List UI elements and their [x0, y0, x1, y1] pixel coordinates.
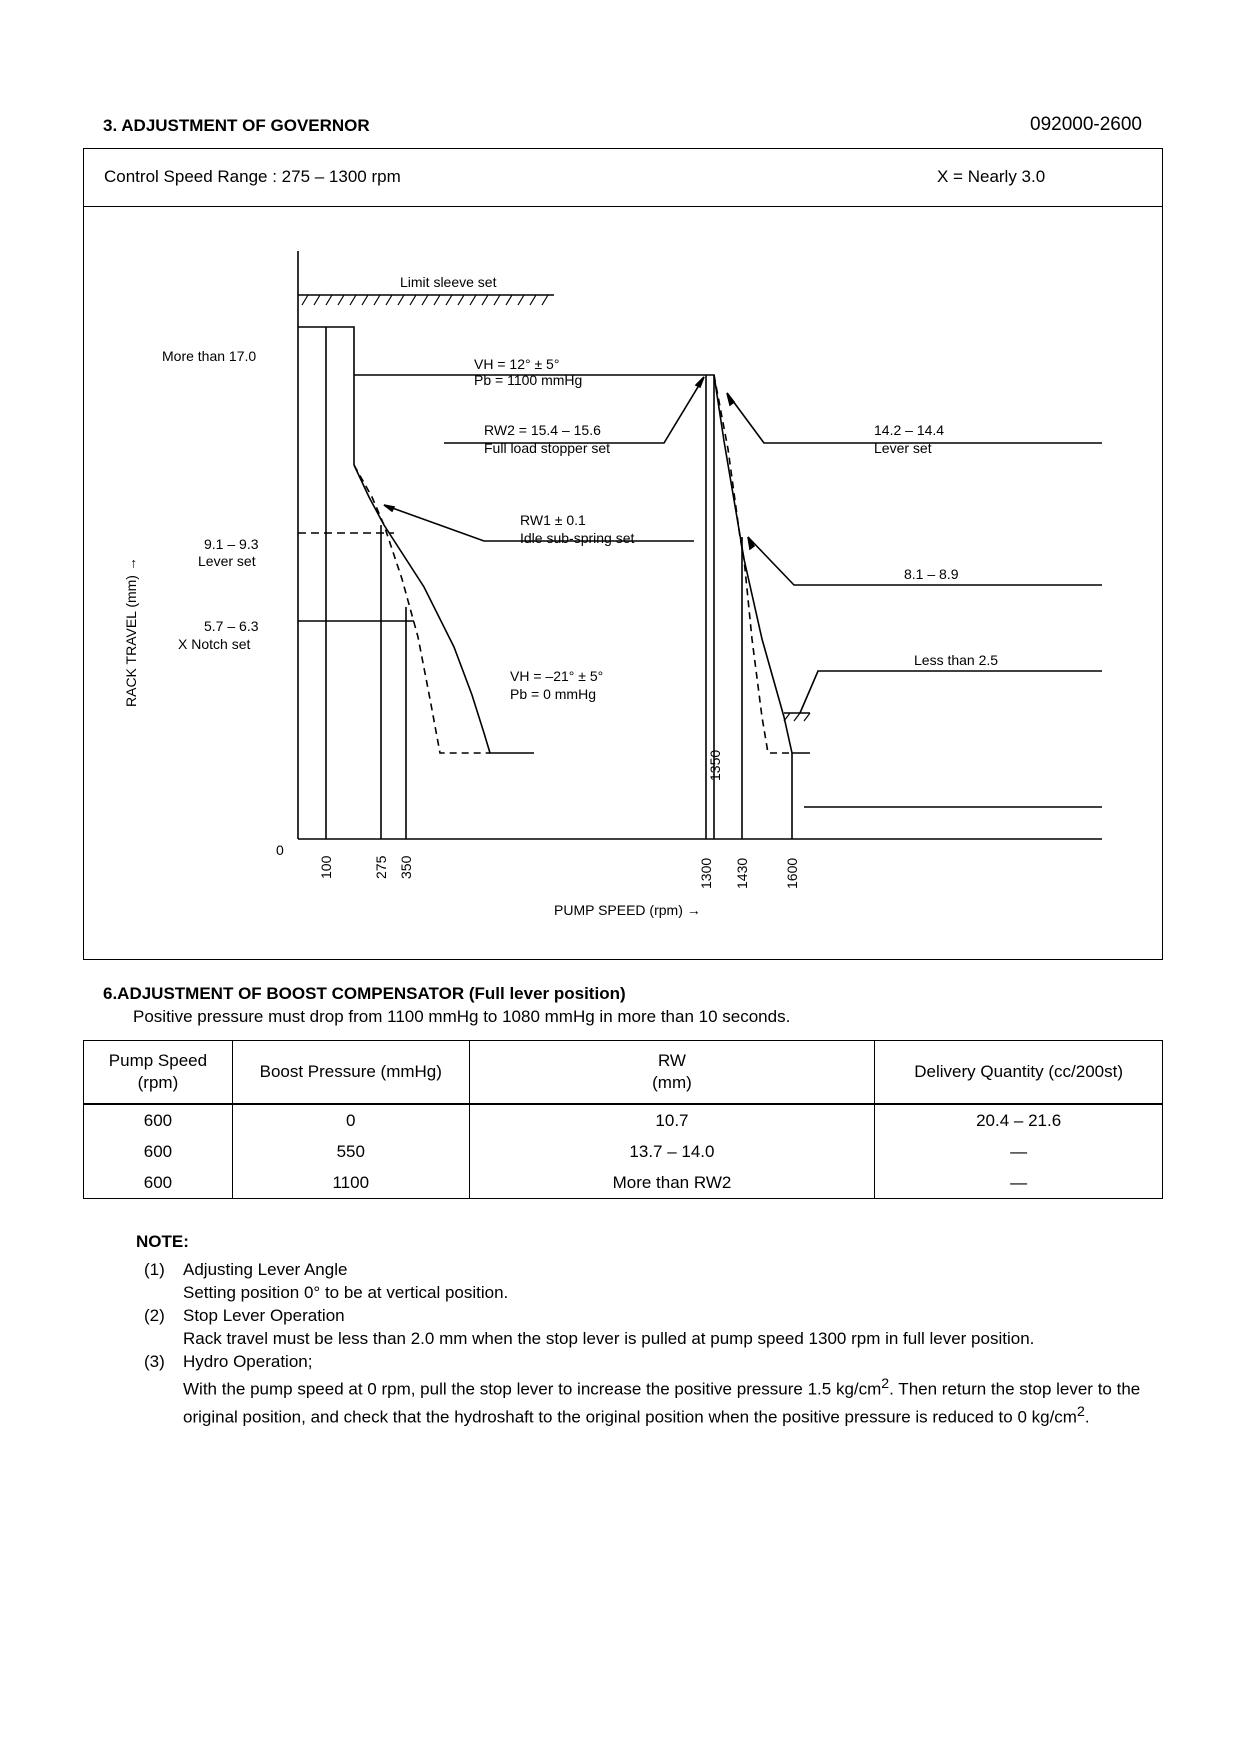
high-speed-curve-dashed: [714, 375, 792, 753]
table-row: [84, 1167, 1163, 1199]
more-than-17-label: More than 17.0: [162, 348, 257, 364]
note-item: (2) Stop Lever Operation Rack travel must be less than 2.0 mm when the stop lever is pulled at pump speed 1300 rpm in full lever position.: [144, 1306, 1035, 1348]
tick-label-1430: 1430: [734, 857, 750, 889]
table-cell: 13.7 – 14.0: [469, 1136, 875, 1167]
y-axis-title: RACK TRAVEL (mm) →: [123, 557, 139, 707]
table-cell: 600: [84, 1167, 233, 1199]
lever14-set-label: Lever set: [874, 440, 932, 456]
x-axis-title: PUMP SPEED (rpm) →: [554, 902, 701, 918]
pb-1100-label: Pb = 1100 mmHg: [474, 372, 583, 388]
table-cell: More than RW2: [469, 1167, 875, 1199]
tick-label-350: 350: [398, 855, 414, 879]
lever14-range-label: 14.2 – 14.4: [874, 422, 945, 438]
table-row: [84, 1136, 1163, 1167]
notch-set-label: X Notch set: [178, 636, 251, 652]
lever9-range-label: 9.1 – 9.3: [204, 536, 259, 552]
document-number: 092000-2600: [1030, 114, 1142, 135]
col-delivery-quantity: Delivery Quantity (cc/200st): [875, 1041, 1163, 1105]
governor-header: [84, 149, 1162, 207]
tick-label-1300: 1300: [698, 857, 714, 889]
rw1-label: RW1 ± 0.1: [520, 512, 586, 528]
full-load-label: Full load stopper set: [484, 440, 611, 456]
col-boost-pressure: Boost Pressure (mmHg): [232, 1041, 469, 1105]
vh-positive-label: VH = 12° ± 5°: [474, 356, 560, 372]
table-cell: 20.4 – 21.6: [875, 1104, 1163, 1136]
table-cell: 600: [84, 1136, 233, 1167]
note-item: (3) Hydro Operation; With the pump speed at 0 rpm, pull the stop lever to increase the positive pressure 1.5 $kg/cm^2$. Then return the stop lever to the original position, and check that the hydroshaft to the original position when the positive pressure is reduced to 0 $kg/cm^2$.: [144, 1352, 1141, 1427]
control-speed-range: Control Speed Range : 275 – 1300 rpm: [104, 167, 401, 186]
table-cell: 10.7: [469, 1104, 875, 1136]
note-item: (1) Adjusting Lever Angle Setting position 0° to be at vertical position.: [144, 1260, 509, 1302]
limit-sleeve-label: Limit sleeve set: [400, 274, 497, 290]
table-header-row: [84, 1041, 1163, 1105]
col-rw: RW (mm): [469, 1041, 875, 1105]
table-cell: 600: [84, 1104, 233, 1136]
origin-label: 0: [276, 842, 284, 858]
table-cell: —: [875, 1136, 1163, 1167]
high-speed-curve-solid: [706, 375, 810, 753]
range8-label: 8.1 – 8.9: [904, 566, 959, 582]
boost-section: [103, 984, 790, 1027]
rw2-label: RW2 = 15.4 – 15.6: [484, 422, 601, 438]
notes-section: [136, 1232, 1166, 1428]
table-cell: —: [875, 1167, 1163, 1199]
governor-chart: [84, 207, 1161, 957]
boost-title: 6.ADJUSTMENT OF BOOST COMPENSATOR (Full lever position): [103, 984, 626, 1003]
col-pump-speed: Pump Speed (rpm): [84, 1041, 233, 1105]
idle-sub-label: Idle sub-spring set: [520, 530, 635, 546]
notch-range-label: 5.7 – 6.3: [204, 618, 259, 634]
boost-subtitle: Positive pressure must drop from 1100 mmHg to 1080 mmHg in more than 10 seconds.: [133, 1007, 791, 1026]
tick-label-275: 275: [373, 855, 389, 879]
tick-label-100: 100: [318, 855, 334, 879]
less-than-leader: [800, 671, 1102, 713]
tick-label-1350: 1350: [707, 749, 723, 781]
notes-title: NOTE:: [136, 1232, 189, 1251]
limit-sleeve-hatch: [302, 295, 548, 305]
less-than-label: Less than 2.5: [914, 652, 999, 668]
vh-negative-label: VH = –21° ± 5°: [510, 668, 604, 684]
table-row: [84, 1104, 1163, 1136]
x-value: X = Nearly 3.0: [937, 167, 1046, 186]
table-cell: 550: [232, 1136, 469, 1167]
table-cell: 0: [232, 1104, 469, 1136]
boost-table: [83, 1040, 1163, 1199]
governor-panel: [83, 148, 1163, 960]
section-title: 3. ADJUSTMENT OF GOVERNOR: [103, 116, 370, 135]
pb-0-label: Pb = 0 mmHg: [510, 686, 596, 702]
table-cell: 1100: [232, 1167, 469, 1199]
lever9-set-label: Lever set: [198, 553, 256, 569]
tick-label-1600: 1600: [784, 857, 800, 889]
